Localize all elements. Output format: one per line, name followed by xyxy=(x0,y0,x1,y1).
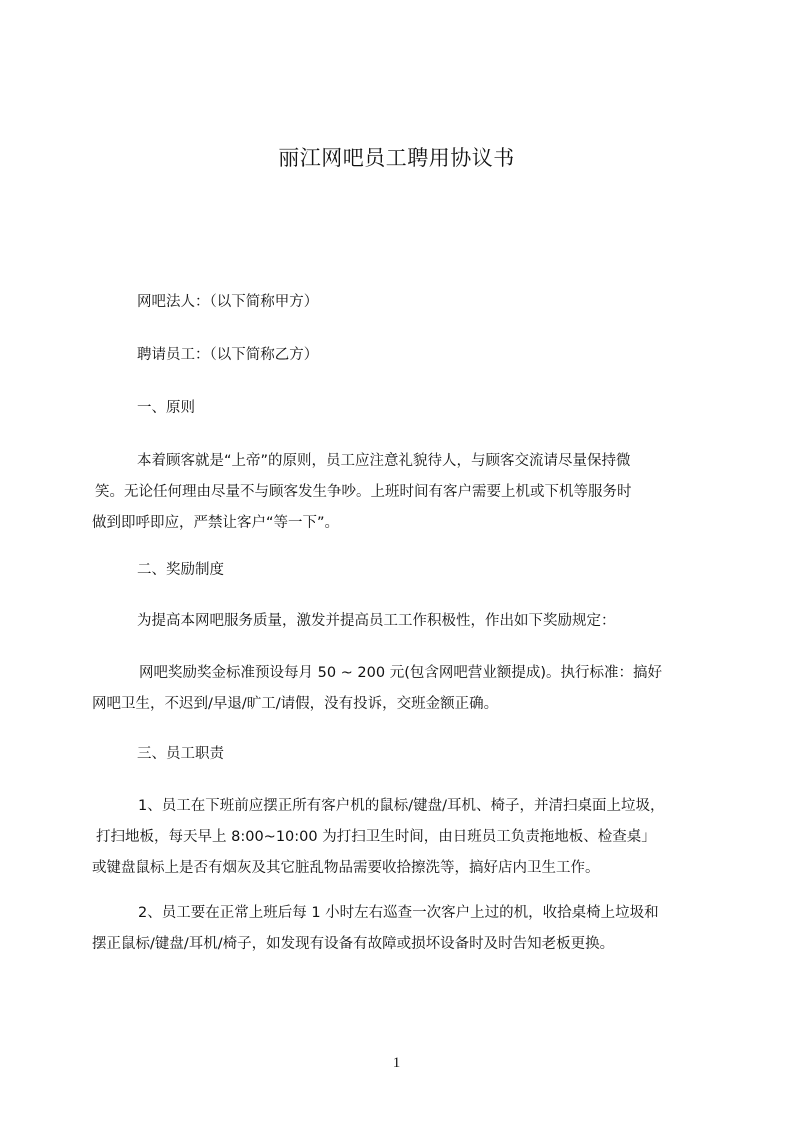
document-title: 丽江网吧员工聘用协议书 xyxy=(278,146,515,170)
paragraph-line: 1、员工在下班前应摆正所有客户机的鼠标/键盘/耳机、椅子，并清扫桌面上垃圾， xyxy=(138,798,665,814)
paragraph-line: 网吧卫生，不迟到/早退/旷工/请假，没有投诉，交班金额正确。 xyxy=(92,696,499,712)
page-number: 1 xyxy=(392,1055,401,1071)
section-2-intro: 为提高本网吧服务质量，激发并提高员工工作积极性，作出如下奖励规定： xyxy=(137,613,616,629)
duty-item-2 xyxy=(92,898,732,960)
duty-item-1 xyxy=(92,791,732,884)
party-a-line: 网吧法人：（以下简称甲方） xyxy=(137,294,319,310)
paragraph-line: 做到即呼即应，严禁让客户“等一下”。 xyxy=(92,515,340,531)
section-3-heading: 三、员工职责 xyxy=(137,746,224,762)
paragraph-line: 笑。无论任何理由尽量不与顾客发生争吵。上班时间有客户需要上机或下机等服务时 xyxy=(95,484,632,500)
section-2-paragraph xyxy=(92,658,732,720)
paragraph-line: 网吧奖励奖金标准预设每月 50 ~ 200 元(包含网吧营业额提成)。执行标准：搞好 xyxy=(139,665,663,681)
party-b-line: 聘请员工：（以下简称乙方） xyxy=(137,347,319,363)
paragraph-line: 或键盘鼠标上是否有烟灰及其它脏乱物品需要收拾擦洗等，搞好店内卫生工作。 xyxy=(92,860,600,876)
paragraph-line: 2、员工要在正常上班后每 1 小时左右巡查一次客户上过的机，收拾桌椅上垃圾和 xyxy=(138,905,659,921)
section-2-heading: 二、奖励制度 xyxy=(137,562,224,578)
paragraph-line: 本着顾客就是“上帝”的原则，员工应注意礼貌待人，与顾客交流请尽量保持微 xyxy=(137,453,631,469)
paragraph-line: 打扫地板，每天早上 8:00~10:00 为打扫卫生时间，由日班员工负责拖地板、检查桌」 xyxy=(96,829,656,845)
section-1-paragraph xyxy=(92,446,732,539)
paragraph-line: 摆正鼠标/键盘/耳机/椅子，如发现有设备有故障或损坏设备时及时告知老板更换。 xyxy=(92,936,615,952)
section-1-heading: 一、原则 xyxy=(137,400,195,416)
